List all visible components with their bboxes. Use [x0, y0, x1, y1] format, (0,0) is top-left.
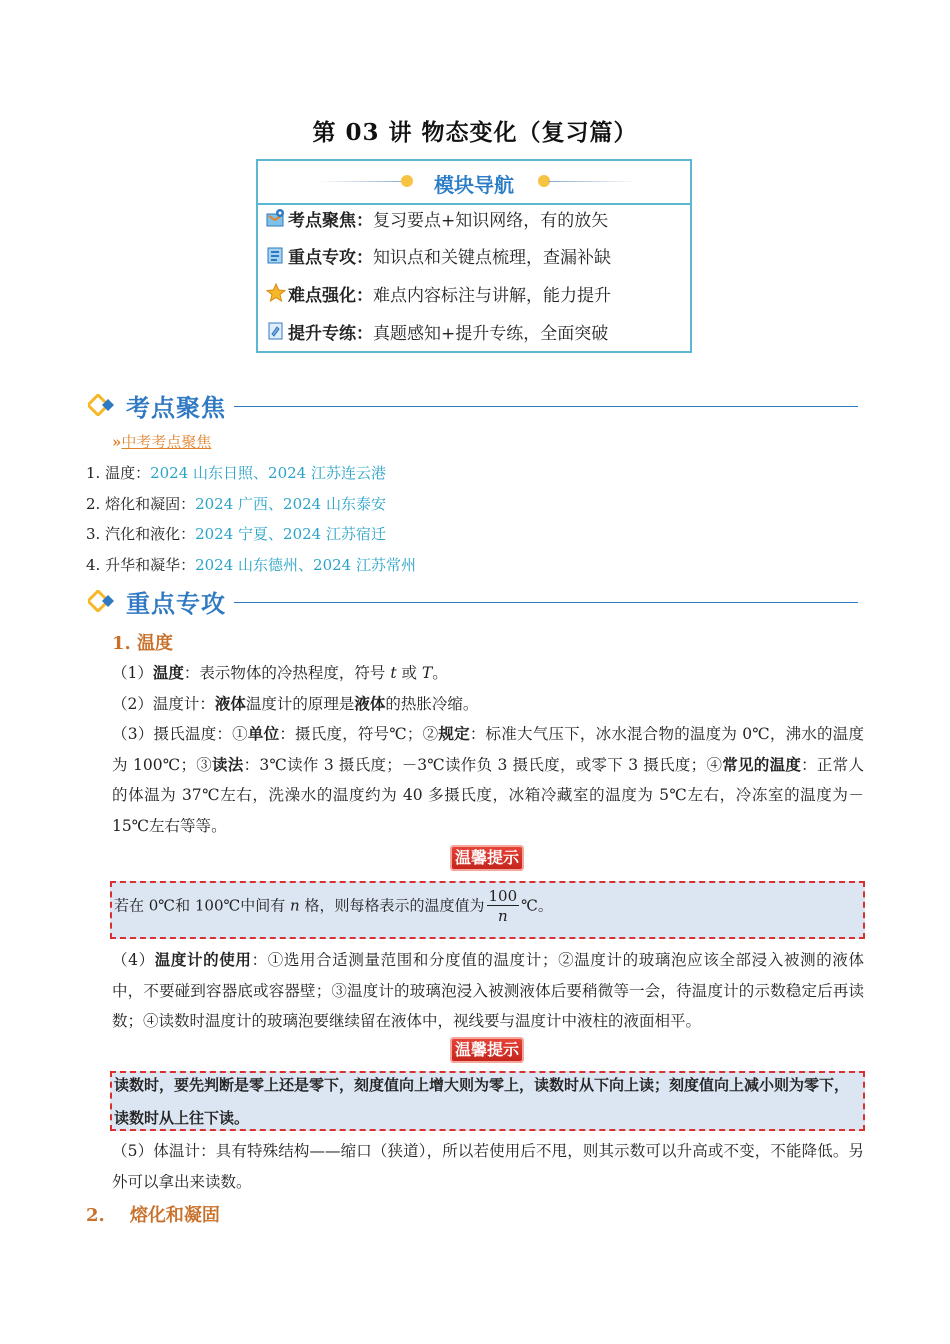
section-title-focus: 考点聚焦: [126, 394, 226, 422]
text: ℃。: [521, 896, 553, 915]
notepad-icon: [266, 321, 286, 341]
term: 温度计的使用: [154, 950, 252, 969]
list-item-prefix: 1. 温度：: [86, 464, 151, 482]
text: （2）温度计：: [112, 695, 215, 713]
list-item-prefix: 2. 熔化和凝固：: [86, 495, 196, 513]
nav-row-difficult: [266, 278, 611, 308]
text: （4）: [112, 951, 155, 969]
text: 的热胀冷缩。: [385, 695, 479, 713]
text: 格，则每格表示的温度值为: [299, 896, 485, 915]
section-header-focus: [88, 388, 858, 422]
paragraph-thermometer: [112, 689, 864, 720]
section-title-key: 重点专攻: [126, 590, 226, 618]
tip-badge: 温馨提示: [450, 845, 524, 871]
tip-text-reading: 读数时，要先判断是零上还是零下，刻度值向上增大则为零上，读数时从下向上读；刻度值向上减小则为零下，读数时从上往下读。: [114, 1076, 850, 1127]
tip-box-reading: [110, 1071, 865, 1131]
nav-text-difficult: 难点内容标注与讲解，能力提升: [373, 285, 611, 306]
symbol: t: [390, 664, 397, 682]
nav-text-focus: 复习要点+知识网络，有的放矢: [373, 210, 609, 231]
nav-label-focus: 考点聚焦：: [288, 210, 373, 231]
term: 单位: [247, 724, 280, 743]
list-item-prefix: 4. 升华和凝华：: [86, 556, 196, 574]
exam-focus-link[interactable]: [112, 431, 211, 452]
list-item: [86, 493, 386, 514]
section-header-key: [88, 584, 858, 618]
list-item-link[interactable]: 2024 宁夏、2024 江苏宿迁: [195, 525, 386, 543]
map-pin-icon: [266, 208, 286, 228]
text: 温度计的原理是: [245, 695, 355, 713]
module-navigation-box: [256, 159, 692, 353]
nav-row-focus: [266, 203, 608, 233]
term: 液体: [214, 694, 246, 713]
nav-title: 模块导航: [434, 173, 514, 197]
star-icon: [266, 283, 286, 303]
list-item-prefix: 3. 汽化和液化：: [86, 525, 196, 543]
book-icon: [266, 245, 286, 265]
heading-temperature: 1. 温度: [112, 633, 174, 654]
text: 若在 0℃和 100℃中间有: [114, 896, 291, 915]
nav-text-practice: 真题感知+提升专练，全面突破: [373, 323, 609, 344]
paragraph-thermometer-usage: [112, 945, 864, 1037]
heading-melting: 2. 熔化和凝固: [86, 1205, 220, 1226]
exam-focus-link-text[interactable]: 中考考点聚焦: [121, 433, 212, 451]
text: ：摄氏度，符号℃；②: [279, 725, 439, 743]
double-chevron-icon: »: [112, 433, 122, 451]
term: 常见的温度: [722, 754, 802, 774]
paragraph-celsius: [112, 719, 864, 841]
tip-text-scale: [114, 887, 553, 926]
text: （3）摄氏温度：①: [112, 725, 248, 743]
list-item-link[interactable]: 2024 山东日照、2024 江苏连云港: [150, 464, 386, 482]
nav-header-line-right: [548, 181, 638, 182]
diamond-bullet-icon: [88, 394, 118, 416]
nav-row-key: [266, 240, 611, 270]
text: 。: [432, 664, 448, 682]
list-item-link[interactable]: 2024 广西、2024 山东泰安: [195, 495, 386, 513]
section-rule-focus: [234, 406, 858, 407]
text: ：标准大气压下，冰水混合物的温度为 0℃，沸水的温度为 100℃；③: [112, 725, 864, 774]
text: 或: [396, 664, 422, 682]
text: ：①选用合适测量范围和分度值的温度计；②温度计的玻璃泡应该全部浸入被测的液体中，不要碰到容器底或容器壁；③温度计的玻璃泡浸入被测液体后要稍微等一会，待温度计的示数稳定后再读数；④读数时温度计的玻璃泡要继续留在液体中，视线要与温度计中液柱的液面相平。: [112, 951, 864, 1030]
term: 温度: [152, 663, 184, 682]
symbol: T: [421, 664, 433, 682]
text: ：3℃读作 3 摄氏度；－3℃读作负 3 摄氏度，或零下 3 摄氏度；④: [243, 755, 723, 774]
tip-box-scale: [110, 881, 865, 939]
list-item: [86, 523, 386, 544]
text: （1）: [112, 664, 153, 682]
list-item: [86, 462, 386, 483]
nav-header: [258, 161, 690, 205]
paragraph-temperature-definition: [112, 658, 864, 689]
diamond-bullet-icon: [88, 590, 118, 612]
page-title: 第 03 讲 物态变化（复习篇）: [312, 119, 638, 146]
nav-label-practice: 提升专练：: [288, 323, 373, 344]
tip-badge: 温馨提示: [450, 1037, 524, 1063]
nav-label-difficult: 难点强化：: [288, 285, 373, 306]
text: ：正常人的体温为 37℃左右，洗澡水的温度约为 40 多摄氏度，冰箱冷藏室的温度为 5℃左右，冷冻室的温度为－15℃左右等等。: [112, 755, 864, 835]
fraction-numerator: 100: [488, 887, 518, 905]
term: 规定: [438, 724, 470, 743]
fraction: [487, 887, 520, 926]
text: ：表示物体的冷热程度，符号: [183, 664, 391, 682]
list-item: [86, 554, 416, 575]
term: 液体: [354, 694, 386, 713]
section-rule-key: [234, 602, 858, 603]
nav-label-key: 重点专攻：: [288, 247, 373, 268]
term: 读法: [212, 754, 244, 774]
nav-text-key: 知识点和关键点梳理，查漏补缺: [373, 247, 611, 268]
paragraph-clinical-thermometer: （5）体温计：具有特殊结构——缩口（狭道），所以若使用后不甩，则其示数可以升高或不变，不能降低。另外可以拿出来读数。: [112, 1142, 864, 1191]
fraction-denominator: n: [497, 907, 508, 925]
symbol: n: [290, 896, 300, 915]
nav-row-practice: [266, 316, 608, 346]
list-item-link[interactable]: 2024 山东德州、2024 江苏常州: [195, 556, 416, 574]
